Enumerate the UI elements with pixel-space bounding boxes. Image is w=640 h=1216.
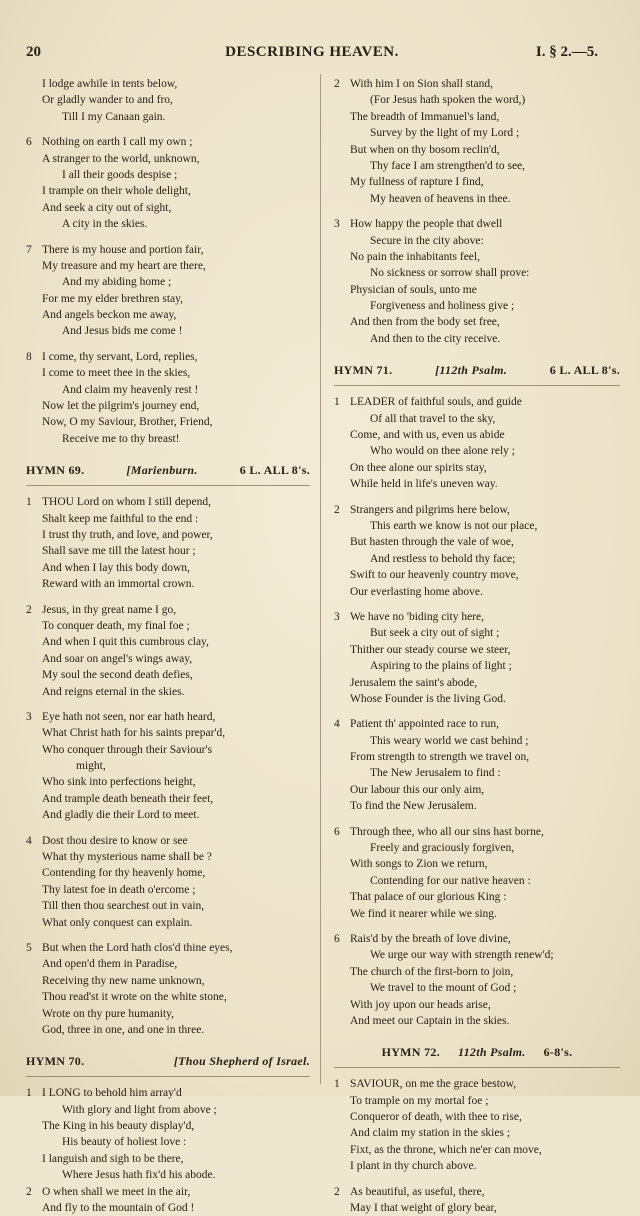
verse-line: Thy face I am strengthen'd to see,	[370, 159, 526, 172]
verse-number: 2	[26, 603, 32, 616]
verse-line: A stranger to the world, unknown,	[42, 152, 200, 165]
verse-line: Our labour this our only aim,	[350, 783, 485, 796]
verse-line: I LONG to behold him array'd	[42, 1087, 182, 1100]
verse-line: Aspiring to the plains of light ;	[370, 660, 512, 673]
verse-3	[334, 216, 620, 347]
verse-line: But seek a city out of sight ;	[370, 627, 500, 640]
verse-number: 2	[26, 1185, 32, 1198]
verse-line: This weary world we cast behind ;	[370, 734, 529, 747]
verse-line: I languish and sigh to be there,	[42, 1152, 184, 1165]
meter: 6-8's.	[543, 1045, 573, 1060]
hymn-71-verse-6b	[334, 931, 620, 1029]
verse-line: Fixt, as the throne, which ne'er can move,	[350, 1143, 542, 1156]
verse-line: And then from the body set free,	[350, 316, 500, 329]
verse-line: Nothing on earth I call my own ;	[42, 136, 193, 149]
verse-line: Of all that travel to the sky,	[370, 412, 496, 425]
verse-number: 3	[334, 218, 340, 231]
verse-line: There is my house and portion fair,	[42, 243, 204, 256]
verse-number: 2	[334, 503, 340, 516]
verse-line: Secure in the city above:	[370, 234, 484, 247]
verse-line: And open'd them in Paradise,	[42, 958, 178, 971]
verse-line: And claim my heavenly rest !	[62, 383, 199, 396]
verse-line: Jerusalem the saint's abode,	[350, 676, 478, 689]
hymn-number: HYMN 71.	[334, 363, 393, 378]
verse-line: Rais'd by the breath of love divine,	[350, 932, 511, 945]
verse-number: 8	[26, 350, 32, 363]
verse-line: And gladly die their Lord to meet.	[42, 809, 200, 822]
verse-line: Contending for our native heaven :	[370, 874, 531, 887]
hymn-69-heading	[26, 461, 310, 479]
verse-line: The church of the first-born to join,	[350, 965, 514, 978]
verse-line: Through thee, who all our sins hast borne,	[350, 825, 544, 838]
hymn-72-verse-2	[334, 1184, 620, 1216]
verse-line: We travel to the mount of God ;	[370, 982, 517, 995]
verse-number: 1	[26, 496, 32, 509]
verse-line: might,	[76, 760, 106, 773]
verse-line: To trample on my mortal foe ;	[350, 1094, 489, 1107]
verse-line: And claim my station in the skies ;	[350, 1127, 511, 1140]
verse-line: Dost thou desire to know or see	[42, 834, 188, 847]
verse-line: Conqueror of death, with thee to rise,	[350, 1111, 522, 1124]
verse-line: Or gladly wander to and fro,	[42, 94, 173, 107]
meter: 6 L. ALL 8's.	[239, 463, 310, 478]
verse-line: A city in the skies.	[62, 218, 148, 231]
verse-line: Till I my Canaan gain.	[62, 110, 166, 123]
verse-line: My soul the second death defies,	[42, 669, 193, 682]
hymn-rule	[334, 1067, 620, 1068]
verse-line: But when the Lord hath clos'd thine eyes,	[42, 941, 233, 954]
verse-line: Wrote on thy pure humanity,	[42, 1007, 174, 1020]
verse-line: Freely and graciously forgiven,	[370, 842, 515, 855]
verse-number: 7	[26, 243, 32, 256]
verse-line: I all their goods despise ;	[62, 168, 178, 181]
verse-line: How happy the people that dwell	[350, 218, 503, 231]
verse-line: Our everlasting home above.	[350, 585, 483, 598]
hymn-70-heading	[26, 1052, 310, 1070]
verse-8	[26, 349, 310, 447]
hymn-69-verse-2	[26, 602, 310, 700]
verse-line: On thee alone our spirits stay,	[350, 461, 487, 474]
hymn-number: HYMN 69.	[26, 463, 85, 478]
verse-line: I come, thy servant, Lord, replies,	[42, 350, 198, 363]
verse-line: While held in life's uneven way.	[350, 478, 498, 491]
verse-number: 1	[334, 1078, 340, 1091]
hymn-rule	[334, 385, 620, 386]
verse-line: We find it nearer while we sing.	[350, 907, 497, 920]
verse-number: 3	[26, 710, 32, 723]
verse-line: I lodge awhile in tents below,	[42, 78, 178, 90]
left-column	[26, 76, 310, 1216]
verse-line: From strength to strength we travel on,	[350, 751, 530, 764]
verse-line: LEADER of faithful souls, and guide	[350, 396, 522, 409]
verse-line: And Jesus bids me come !	[62, 325, 183, 338]
verse-line: Eye hath not seen, nor ear hath heard,	[42, 710, 216, 723]
hymn-71-heading	[334, 361, 620, 379]
verse-line: And meet our Captain in the skies.	[350, 1014, 510, 1027]
right-column	[334, 76, 620, 1216]
hymn-rule	[26, 1076, 310, 1077]
verse-line: His beauty of holiest love :	[62, 1136, 187, 1149]
column-divider	[320, 74, 321, 1084]
hymn-number: HYMN 70.	[26, 1054, 85, 1069]
verse-line: For me my elder brethren stay,	[42, 292, 184, 305]
verse-line: With him I on Sion shall stand,	[350, 78, 493, 90]
tune-name: 112th Psalm.	[457, 1045, 526, 1060]
verse-line: And then to the city receive.	[370, 332, 501, 345]
verse-number: 3	[334, 610, 340, 623]
verse-line: My fullness of rapture I find,	[350, 176, 484, 189]
verse-line: Come, and with us, even us abide	[350, 429, 505, 442]
verse-line: We urge our way with strength renew'd;	[370, 949, 554, 962]
verse-line: Patient th' appointed race to run,	[350, 718, 499, 731]
verse-number: 2	[334, 78, 340, 90]
verse-line: The King in his beauty display'd,	[42, 1120, 195, 1133]
verse-line: Till then thou searchest out in vain,	[42, 900, 205, 913]
verse-line: What Christ hath for his saints prepar'd,	[42, 727, 226, 740]
verse-line: The breadth of Immanuel's land,	[350, 110, 500, 123]
hymn-71-verse-6a	[334, 824, 620, 922]
verse-line: Thither our steady course we steer,	[350, 643, 511, 656]
verse-line: I trample on their whole delight,	[42, 185, 191, 198]
verse-line: Who sink into perfections height,	[42, 776, 196, 789]
verse-number: 1	[26, 1087, 32, 1100]
verse-line: Receiving thy new name unknown,	[42, 974, 205, 987]
verse-line: And angels beckon me away,	[42, 309, 177, 322]
verse-line: And reigns eternal in the skies.	[42, 685, 185, 698]
verse-line: Who conquer through their Saviour's	[42, 743, 213, 756]
verse-line: The New Jerusalem to find :	[370, 767, 501, 780]
verse-line: We have no 'biding city here,	[350, 610, 484, 623]
hymn-69-verse-4	[26, 833, 310, 931]
verse-line: Contending for thy heavenly home,	[42, 867, 206, 880]
verse-line: My heaven of heavens in thee.	[370, 192, 511, 205]
hymn-69-verse-3	[26, 709, 310, 824]
hymn-rule	[26, 485, 310, 486]
hymn-72-verse-1	[334, 1076, 620, 1174]
verse-line: Receive me to thy breast!	[62, 432, 180, 445]
verse-line: What only conquest can explain.	[42, 916, 193, 929]
tune-name: [Marienburn.	[126, 463, 198, 478]
verse-number: 2	[334, 1185, 340, 1198]
verse-line: To conquer death, my final foe ;	[42, 619, 190, 632]
verse-line: And restless to behold thy face;	[370, 552, 516, 565]
verse-number: 6	[26, 136, 32, 149]
verse-number: 1	[334, 396, 340, 409]
page-number: 20	[26, 44, 41, 60]
verse-line: O when shall we meet in the air,	[42, 1185, 191, 1198]
verse-line: And fly to the mountain of God !	[42, 1202, 195, 1215]
verse-line: With joy upon our heads arise,	[350, 998, 491, 1011]
hymn-69-verse-1	[26, 494, 310, 592]
verse-line: No pain the inhabitants feel,	[350, 250, 480, 263]
verse-line: My treasure and my heart are there,	[42, 259, 206, 272]
verse-line: And when I quit this cumbrous clay,	[42, 636, 209, 649]
verse-line: Who would on thee alone rely ;	[370, 445, 515, 458]
verse-line: (For Jesus hath spoken the word,)	[370, 94, 526, 107]
verse-line: Where Jesus hath fix'd his abode.	[62, 1169, 216, 1182]
verse-number: 6	[334, 932, 340, 945]
meter: 6 L. ALL 8's.	[549, 363, 620, 378]
verse-line: Shalt keep me faithful to the end :	[42, 512, 199, 525]
hymn-71-verse-4	[334, 716, 620, 814]
verse-number: 5	[26, 941, 32, 954]
hymn-70-verse-1	[26, 1085, 310, 1216]
verse-line: But when on thy bosom reclin'd,	[350, 143, 500, 156]
section-reference: I. § 2.—5.	[535, 44, 598, 60]
verse-line: What thy mysterious name shall be ?	[42, 851, 212, 864]
verse-line: May I that weight of glory bear,	[350, 1202, 497, 1215]
verse-number: 4	[26, 834, 32, 847]
verse-line: And seek a city out of sight,	[42, 201, 172, 214]
verse-7	[26, 242, 310, 340]
verse-line: Thy latest foe in death o'ercome ;	[42, 883, 196, 896]
verse-line: And soar on angel's wings away,	[42, 652, 193, 665]
verse-2	[334, 76, 620, 207]
tune-name: [112th Psalm.	[435, 363, 508, 378]
verse-line: Swift to our heavenly country move,	[350, 569, 519, 582]
verse-line: Strangers and pilgrims here below,	[350, 503, 510, 516]
verse-line: And my abiding home ;	[62, 276, 172, 289]
verse-line: Forgiveness and holiness give ;	[370, 300, 515, 313]
verse-line: Survey by the light of my Lord ;	[370, 127, 520, 140]
verse-line: And when I lay this body down,	[42, 561, 190, 574]
verse-line: Whose Founder is the living God.	[350, 692, 506, 705]
hymn-69-verse-5	[26, 940, 310, 1038]
verse-number: 6	[334, 825, 340, 838]
verse-line: Thou read'st it wrote on the white stone,	[42, 991, 227, 1004]
verse-line: I come to meet thee in the skies,	[42, 367, 191, 380]
verse-line: Now, O my Saviour, Brother, Friend,	[42, 416, 213, 429]
verse-line: With songs to Zion we return,	[350, 858, 488, 871]
verse-line: Physician of souls, unto me	[350, 283, 477, 296]
tune-name: [Thou Shepherd of Israel.	[173, 1054, 310, 1069]
verse-number: 4	[334, 718, 340, 731]
verse-line: Reward with an immortal crown.	[42, 578, 195, 591]
hymn-71-verse-2	[334, 502, 620, 600]
verse-line: THOU Lord on whom I still depend,	[42, 496, 211, 509]
hymn-71-verse-1	[334, 394, 620, 492]
verse-line: With glory and light from above ;	[62, 1103, 217, 1116]
verse-line: This earth we know is not our place,	[370, 519, 538, 532]
verse-line: Shall save me till the latest hour ;	[42, 545, 196, 558]
hymn-71-verse-3	[334, 609, 620, 707]
running-title: DESCRIBING HEAVEN.	[225, 44, 399, 60]
verse-line: No sickness or sorrow shall prove:	[370, 267, 530, 280]
verse-line: But hasten through the vale of woe,	[350, 536, 514, 549]
verse-line: I trust thy truth, and love, and power,	[42, 528, 213, 541]
hymn-72-heading	[334, 1043, 620, 1061]
verse-line: Now let the pilgrim's journey end,	[42, 400, 200, 413]
verse-line: Jesus, in thy great name I go,	[42, 603, 177, 616]
verse-line: And trample death beneath their feet,	[42, 792, 214, 805]
verse-line: God, three in one, and one in three.	[42, 1023, 205, 1036]
page-header	[26, 44, 598, 68]
verse-line: As beautiful, as useful, there,	[350, 1185, 485, 1198]
verse-line: To find the New Jerusalem.	[350, 800, 477, 813]
verse-line: SAVIOUR, on me the grace bestow,	[350, 1078, 517, 1091]
hymn-number: HYMN 72.	[381, 1045, 440, 1060]
verse-line: That palace of our glorious King :	[350, 891, 507, 904]
verse-line: I plant in thy church above.	[350, 1160, 477, 1173]
verse-6	[26, 134, 310, 232]
